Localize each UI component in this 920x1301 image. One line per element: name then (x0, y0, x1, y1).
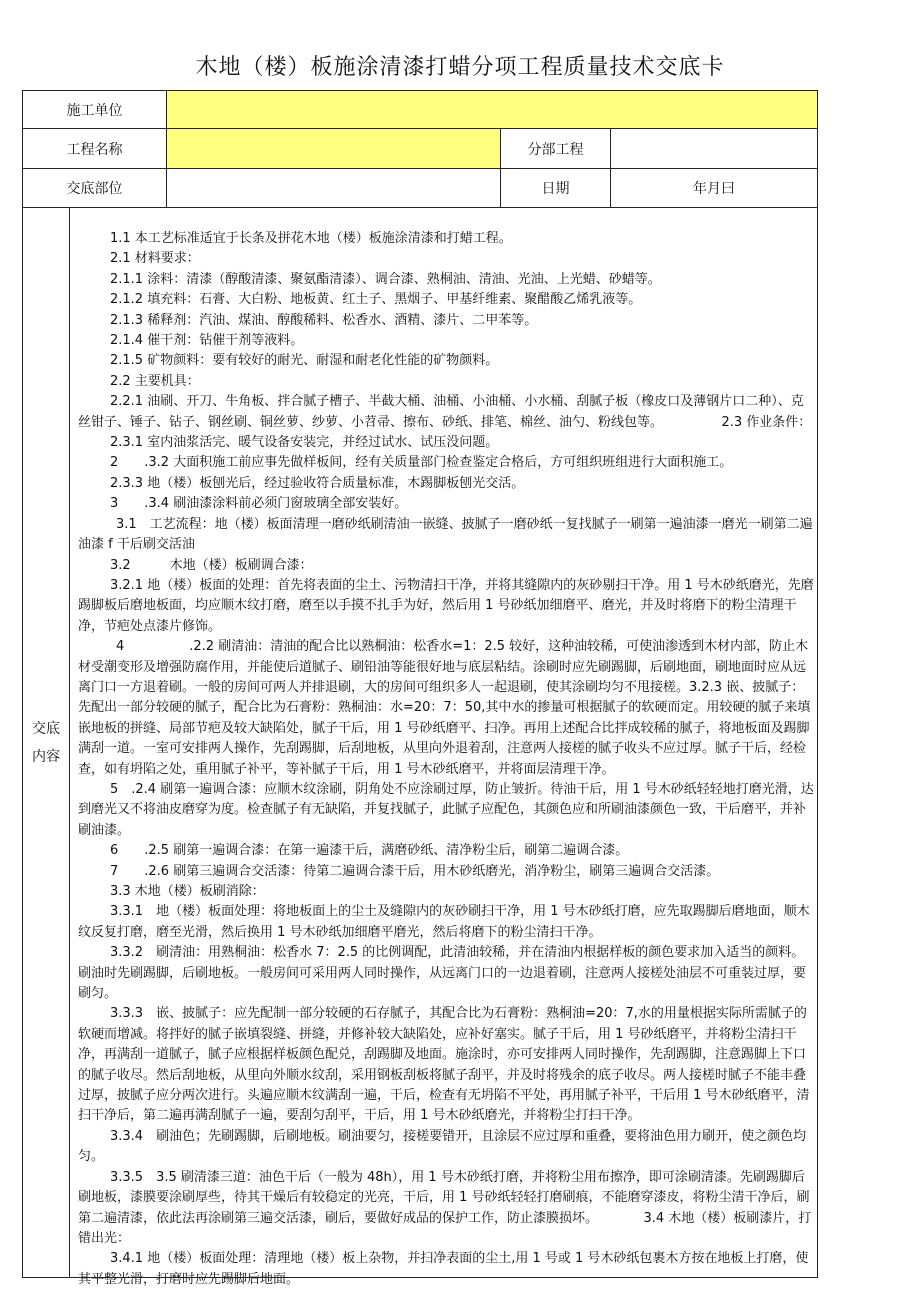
content-paragraph: 2.3.3 地（楼）板刨光后，经过验收符合质量标准，木踢脚板刨光交活。 (110, 475, 525, 491)
sub-project-label: 分部工程 (527, 141, 584, 158)
content-paragraph: 2.1 材料要求： (110, 251, 200, 267)
content-paragraph: 3.2.1 地（楼）板面的处理：首先将表面的尘土、污物清扫干净，并将其缝隙内的灰砂剔扫干净。用 1 号木砂纸磨光，先磨踢脚板后磨地板面，均应顺木纹打磨，磨至以手摸不扎手为好，然后用 1 号砂纸加细磨平、磨光，并及时将磨下的粉尘清理干净，节疤处点漆片修饰。 (78, 577, 814, 634)
content-paragraph: 3 .3.4 刷油漆涂料前必须门窗玻璃全部安装好。 (110, 496, 408, 512)
content-paragraph: 7 .2.6 刷第三遍调合交活漆：待第二遍调合漆干后，用木砂纸磨光，消净粉尘，刷第三遍调合交活漆。 (110, 863, 720, 879)
handover-content (78, 229, 816, 1290)
project-name-field[interactable] (167, 129, 500, 168)
content-paragraph: 2.1.3 稀释剂：汽油、煤油、醇酸稀料、松香水、酒精、漆片、二甲苯等。 (110, 312, 538, 328)
date-label: 日期 (541, 181, 570, 197)
content-paragraph: 3.3 木地（楼）板刷消除： (110, 884, 265, 899)
content-paragraph: 2.2 主要机具： (110, 373, 200, 389)
content-paragraph: 5 .2.4 刷第一遍调合漆：应顺木纹涂刷，阴角处不应涂刷过厚，防止皱折。待油干后，用 1 号木砂纸轻轻地打磨光滑，达到磨光又不将油皮磨穿为度。检查腻子有无缺陷，并复找腻子，此腻子应配色，其颜色应和所刷油漆颜色一致，干后磨平，并补刷油漆。 (78, 781, 814, 838)
content-section-label (23, 208, 69, 1278)
content-paragraph: 2.1.1 涂料：清漆（醇酸清漆、聚氨酯清漆）、调合漆、熟桐油、清油、光油、上光蜡、砂蜡等。 (110, 271, 661, 287)
handover-location-field[interactable] (167, 169, 500, 207)
content-paragraph: 3.4.1 地（楼）板面处理：清理地（楼）板上杂物，并扫净表面的尘土,用 1 号或 1 号木砂纸包裹木方按在地板上打磨，使其平整光滑，打磨时应先踢脚后地面。 (78, 1251, 809, 1287)
content-paragraph: 1.1 本工艺标准适宜于长条及拼花木地（楼）板施涂清漆和打蜡工程。 (110, 231, 512, 246)
col-divider (69, 207, 70, 1278)
content-paragraph: 3.3.2 刷清油：用熟桐油：松香水 7：2.5 的比例调配，此清油较稀，并在清油内根据样板的颜色要求加入适当的颜料。刷油时先刷踢脚，后刷地板。一般房间可采用两人同时操作，从远离门口的一边退着刷，注意两人接槎处油层不可重装过厚，要刷匀。 (78, 945, 807, 1002)
document-title: 木地（楼）板施涂清漆打蜡分项工程质量技术交底卡 (195, 55, 725, 80)
content-paragraph: 3.3.1 地（楼）板面处理：将地板面上的尘土及缝隙内的灰砂刷扫干净，用 1 号木砂纸打磨，应先取踢脚后磨地面，顺木纹反复打磨，磨至光滑，然后换用 1 号木砂纸加细磨平磨光，然后将磨下的粉尘清扫干净。 (78, 904, 810, 940)
handover-table (22, 90, 818, 1287)
content-paragraph: 3.3.4 刷油色；先刷踢脚，后刷地板。刷油要匀，接槎要错开，且涂层不应过厚和重叠，要将油色用力刷开，使之颜色均匀。 (78, 1128, 807, 1165)
content-paragraph: 6 .2.5 刷第一遍调合漆：在第一遍漆干后，满磨砂纸、清净粉尘后，刷第二遍调合漆。 (110, 843, 629, 859)
project-name-label: 工程名称 (66, 141, 123, 158)
content-paragraph: 2.2.1 油刷、开刀、牛角板、拌合腻子槽子、半截大桶、油桶、小油桶、小水桶、刮腻子板（橡皮口及薄钢片口二种）、克丝钳子、锤子、钻子、钢丝刷、铜丝萝、纱萝、小苕帚、擦布、砂纸、排笔、棉丝、油勺、粉线包等。 2.3 作业条件： (78, 394, 812, 430)
construction-unit-field[interactable] (167, 91, 817, 128)
row-divider (23, 207, 817, 208)
construction-unit-label: 施工单位 (66, 102, 123, 119)
sub-project-field[interactable] (611, 129, 817, 168)
content-paragraph: 2.3.1 室内油浆活完、暖气设备安装完，并经过试水、试压没问题。 (110, 435, 499, 451)
date-field[interactable]: 年月曰 (693, 181, 735, 197)
content-paragraph: 2.1.4 催干剂：钻催干剂等液料。 (110, 333, 304, 349)
handover-location-label: 交底部位 (66, 181, 123, 197)
content-paragraph: 4 .2.2 刷清油：清油的配合比以熟桐油：松香水=1：2.5 较好，这种油较稀，可使油渗透到木材内部，防止木材受潮变形及增强防腐作用，并能使后道腻子、刷铅油等能很好地与底层粘结。涂刷时应先刷踢脚，后刷地面，刷地面时应从远离门口一方退着刷。一般的房间可两人并排退刷，大的房间可组织多人一起退刷，使其涂刷均匀不甩接槎。3.2.3 嵌、披腻子：先配出一部分较硬的腻子，配合比为石膏粉：熟桐油：水=20：7：50,其中水的掺量可根据腻子的软硬而定。用较硬的腻子来填嵌地板的拼缝、局部节疤及较大缺陷处，腻子干后，用 1 号砂纸磨平、扫净。再用上述配合比拌成较稀的腻子，将地板面及踢脚满刮一道。一室可安排两人操作，先刮踢脚，后刮地板，从里向外退着刮，注意两人接槎的腻子收头不应过厚。腻子干后，经检查，如有坍陷之处，重用腻子补平，等补腻子干后，用 1 号木砂纸磨平，并将面层清理干净。 (78, 639, 811, 777)
content-paragraph: 2 .3.2 大面积施工前应事先做样板间，经有关质量部门检查鉴定合格后，方可组织班组进行大面积施工。 (110, 455, 733, 471)
content-paragraph: 3.1 工艺流程：地（楼）板面清理一磨砂纸刷清油一嵌缝、披腻子一磨砂纸一复找腻子一刷第一遍油漆一磨光一刷第二遍油漆 f 干后刷交活油 (78, 516, 813, 553)
content-paragraph: 3.2 木地（楼）板刷调合漆： (110, 557, 313, 573)
content-paragraph: 2.1.5 矿物颜料：要有较好的耐光、耐湿和耐老化性能的矿物颜料。 (110, 353, 499, 369)
content-paragraph: 3.3.3 嵌、披腻子：应先配制一部分较硬的石存腻子，其配合比为石膏粉：熟桐油=20：7,水的用量根据实际所需腻子的软硬而增减。将拌好的腻子嵌填裂缝、拼缝，并修补较大缺陷处，应补好塞实。腻子干后，用 1 号砂纸磨平，并将粉尘清扫干净，再满刮一道腻子，腻子应根据样板颜色配兑，刮踢脚及地面。施涂时，亦可安排两人同时操作，先刮踢脚，注意踢脚上下口的腻子收尽。然后刮地板，从里向外顺水纹刮，采用钢板刮板将腻子刮平，并及时将残余的底子收尽。两人接槎时腻子不能丰叠过厚，披腻子应分两次进行。头遍应顺木纹满刮一遍，干后，检查有无坍陷不平处，再用腻子补平，干后用 1 号木砂纸磨平，清扫干净后，第二遍再满刮腻子一遍，要刮匀刮平，干后，用 1 号木砂纸磨光，并将粉尘打扫干净。 (78, 1006, 810, 1124)
content-paragraph: 3.3.5 3.5 刷清漆三道：油色干后（一般为 48h），用 1 号木砂纸打磨，并将粉尘用布擦净，即可涂刷清漆。先刷踢脚后刷地板，漆膜要涂刷厚些，待其干燥后有较稳定的光亮，干后，用 1 号砂纸轻轻打磨刷痕，不能磨穿漆皮，将粉尘清干净后，刷第二遍清漆，依此法再涂刷第三遍交活漆，刷后，要做好成品的保护工作，防止漆膜损坏。 3.4 木地（楼）板刷漆片，打错出光： (78, 1169, 812, 1246)
content-label: 交底内容 (32, 721, 60, 765)
content-paragraph: 2.1.2 填充料：石膏、大白粉、地板黄、红土子、黑烟子、甲基纤维素、聚醋酸乙烯乳液等。 (110, 292, 642, 308)
